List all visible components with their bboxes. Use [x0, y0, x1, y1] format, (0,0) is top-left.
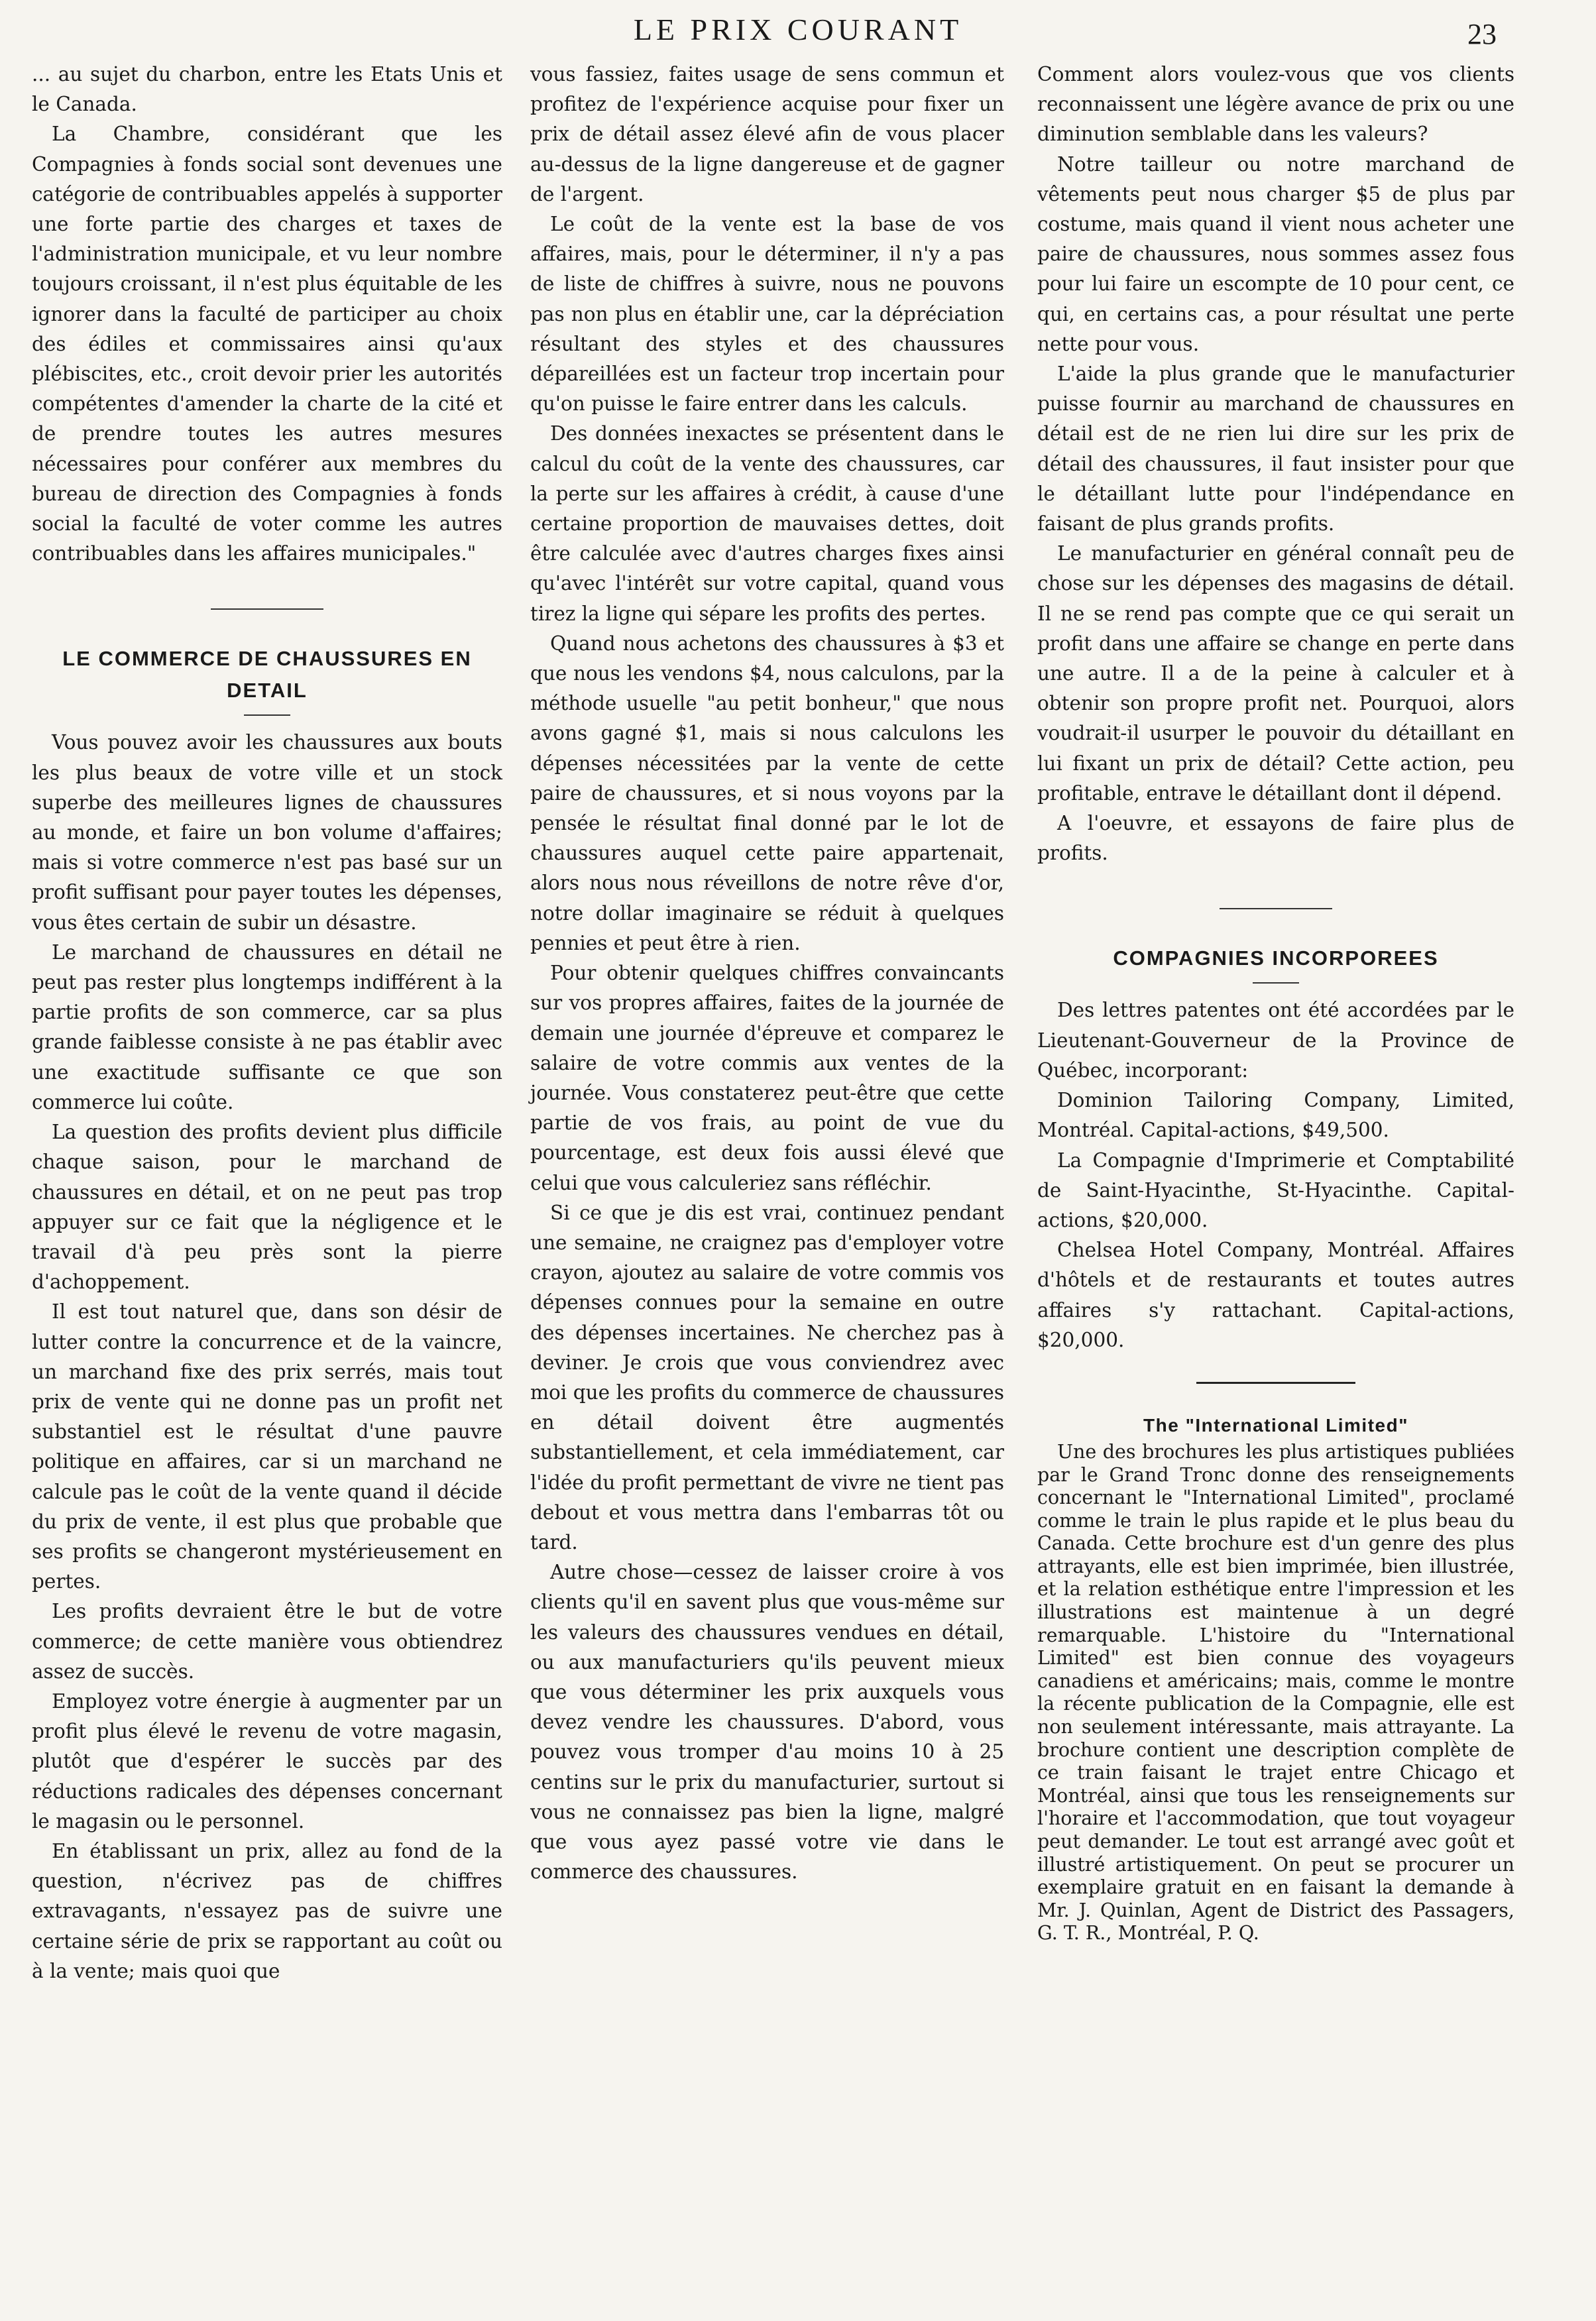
paragraph: Si ce que je dis est vrai, continuez pendant une semaine, ne craignez pas d'employer votre crayon, ajoutez au salaire de votre commis vos dépenses connues pour la semaine en outre des dépenses incertaines. Ne cherchez pas à deviner. Je crois que vous conviendrez avec moi que les profits du commerce de chaussures en détail doivent être augmentés substantiellement, et cela immédiatement, car l'idée du profit permettant de vivre ne tient pas debout et vous mettra dans l'embarras tôt ou tard. — [530, 1201, 1004, 1554]
paragraph: La Compagnie d'Imprimerie et Comptabilité de Saint-Hyacinthe, St-Hyacinthe. Capital-actions, $20,000. — [1037, 1149, 1514, 1231]
column-3 — [1037, 60, 1514, 1945]
column-2 — [530, 60, 1004, 1887]
paragraph: L'aide la plus grande que le manufacturier puisse fournir au marchand de chaussures en détail est de ne rien lui dire sur les prix de détail des chaussures, il faut insister pour que le détaillant lutte pour l'indépendance en faisant de plus grands profits. — [1037, 363, 1514, 536]
section-divider — [1196, 1382, 1355, 1384]
paragraph: Les profits devraient être le but de votre commerce; de cette manière vous obtiendrez assez de succès. — [32, 1600, 502, 1683]
paragraph: Autre chose—cessez de laisser croire à vos clients qu'il en savent plus que vous-même sur les valeurs des chaussures vendues en détail, ou aux manufacturiers qu'ils peuvent mieux que vous déterminer les prix auxquels vous devez vendre les chaussures. D'abord, vous pouvez vous tromper d'au moins 10 à 25 centins sur le prix du manufacturier, surtout si vous ne connaissez pas bien la ligne, malgré que vous ayez passé votre vie dans le commerce des chaussures. — [530, 1561, 1004, 1884]
paragraph: Chelsea Hotel Company, Montréal. Affaires d'hôtels et de restaurants et toutes autres affaires s'y rattachant. Capital-actions, $20,000. — [1037, 1239, 1514, 1351]
heading-rule — [1253, 982, 1299, 984]
page-number: 23 — [1467, 18, 1497, 50]
column-1 — [32, 60, 502, 1986]
paragraph: Pour obtenir quelques chiffres convaincants sur vos propres affaires, faites de la journée de demain une journée d'épreuve et comparez le salaire de votre commis aux ventes de la journée. Vous constaterez peut-être que cette partie de vos frais, au point de vue du pourcentage, est deux fois aussi élevé que celui que vous calculeriez sans réfléchir. — [530, 962, 1004, 1194]
paragraph: Quand nous achetons des chaussures à $3 et que nous les vendons $4, nous calculons, par la méthode usuelle "au petit bonheur," que nous avons gagné $1, mais si nous calculons les dépenses nécessitées par la vente de cette paire de chaussures, et si nous voyons par la pensée le résultat final donné par le lot de chaussures auquel cette paire appartenait, alors nous nous réveillons de notre rêve d'or, notre dollar imaginaire se réduit à quelques pennies et peut être à rien. — [530, 632, 1004, 954]
page-header — [0, 12, 1596, 52]
companies-heading: COMPAGNIES INCORPOREES — [1113, 946, 1439, 970]
paragraph: Notre tailleur ou notre marchand de vêtements peut nous charger $5 de plus par costume, mais quand il vient nous acheter une paire de chaussures, nous sommes assez fous pour lui faire un escompte de 10 pour cent, ce qui, en certains cas, a pour résultat une perte nette pour vous. — [1037, 152, 1514, 355]
paragraph: Le coût de la vente est la base de vos affaires, mais, pour le déterminer, il n'y a pas de liste de chiffres à suivre, nous ne pouvons pas non plus en établir une, car la dépréciation résultant des styles et des chaussures dépareillées est un facteur trop incertain pour qu'on puisse le faire entrer dans les calculs. — [530, 213, 1004, 416]
paragraph: Il est tout naturel que, dans son désir de lutter contre la concurrence et de la vaincre, un marchand fixe des prix serrés, mais tout prix de vente qui ne donne pas un profit net substantiel est le résultat d'une pauvre politique en affaires, car si un marchand ne calcule pas le coût de la vente quand il décide du prix de vente, il est plus que probable que ses profits se changeront mystérieusement en pertes. — [32, 1300, 502, 1593]
paragraph: vous fassiez, faites usage de sens commun et profitez de l'expérience acquise pour fixer un prix de détail assez élevé afin de vous placer au-dessus de la ligne dangereuse et de gagner de l'argent. — [530, 63, 1004, 205]
paragraph: Dominion Tailoring Company, Limited, Montréal. Capital-actions, $49,500. — [1037, 1089, 1514, 1142]
section-divider — [1220, 908, 1332, 909]
paragraph: Employez votre énergie à augmenter par un profit plus élevé le revenu de votre magasin, plutôt que d'espérer le succès par des réductions radicales des dépenses concernant le magasin ou le personnel. — [32, 1689, 502, 1833]
intl-limited-heading: The "International Limited" — [1143, 1414, 1408, 1436]
paragraph: Le marchand de chaussures en détail ne peut pas rester plus longtemps indifférent à la partie profits de son commerce, car sa plus grande faiblesse consiste à ne pas établir avec une exactitude suffisante ce que son commerce lui coûte. — [32, 940, 502, 1113]
paragraph: A l'oeuvre, et essayons de faire plus de profits. — [1037, 812, 1514, 865]
paragraph: Des données inexactes se présentent dans le calcul du coût de la vente des chaussures, car la perte sur les affaires à crédit, à cause d'une certaine proportion de mauvaises dettes, doit être calculée avec d'autres charges fixes ainsi qu'avec l'intérêt sur votre capital, quand vous tirez la ligne qui sépare les profits des pertes. — [530, 422, 1004, 625]
publication-title: LE PRIX COURANT — [633, 13, 963, 46]
section-divider — [211, 608, 323, 610]
paragraph: Des lettres patentes ont été accordées par le Lieutenant-Gouverneur de la Province de Québec, incorporant: — [1037, 999, 1514, 1082]
paragraph: Comment alors voulez-vous que vos clients reconnaissent une légère avance de prix ou une diminution semblable dans les valeurs? — [1037, 63, 1514, 146]
paragraph: Une des brochures les plus artistiques publiées par le Grand Tronc donne des renseignements concernant le "International Limited", proclamé comme le train le plus rapide et le plus beau du Canada. Cette brochure est d'un genre des plus attrayants, elle est bien imprimée, bien illustrée, et la relation esthétique entre l'impression et les illustrations est maintenue à un degré remarquable. L'histoire du "International Limited" est bien connue des voyageurs canadiens et américains; mais, comme le montre la récente publication de la Compagnie, elle est non seulement intéressante, mais attrayante. La brochure contient une description complète de ce train faisant le trajet entre Chicago et Montréal, ainsi que tous les renseignements sur l'horaire et l'accommodation, que tout voyageur peut demander. Le tout est arrangé avec goût et illustré artistiquement. On peut se procurer un exemplaire gratuit en en faisant la demande à Mr. J. Quinlan, Agent de District des Passagers, G. T. R., Montréal, P. Q. — [1037, 1440, 1514, 1945]
paragraph: En établissant un prix, allez au fond de la question, n'écrivez pas de chiffres extravagants, n'essayez pas de suivre une certaine série de prix se rapportant au coût ou à la vente; mais quoi que — [32, 1839, 502, 1982]
paragraph: La question des profits devient plus difficile chaque saison, pour le marchand de chaussures en détail, et on ne peut pas trop appuyer sur ce fait que la négligence et le travail d'à peu près sont la pierre d'achoppement. — [32, 1121, 502, 1294]
heading-rule — [244, 714, 290, 716]
paragraph: Le manufacturier en général connaît peu de chose sur les dépenses des magasins de détail. Il ne se rend pas compte que ce qui serait un profit dans une affaire se change en perte dans une autre. Il a de la peine à calculer et à obtenir son propre profit net. Pourquoi, alors voudrait-il usurper le pouvoir du détaillant en lui fixant un prix de détail? Cette action, peu profitable, entrave le détaillant dont il dépend. — [1037, 542, 1514, 805]
paragraph: ... au sujet du charbon, entre les Etats Unis et le Canada. — [32, 63, 502, 116]
paragraph: Vous pouvez avoir les chaussures aux bouts les plus beaux de votre ville et un stock superbe des meilleures lignes de chaussures au monde, et faire un bon volume d'affaires; mais si votre commerce n'est pas basé sur un profit suffisant pour payer toutes les dépenses, vous êtes certain de subir un désastre. — [32, 731, 502, 934]
article-heading: LE COMMERCE DE CHAUSSURES EN DETAIL — [62, 647, 472, 703]
paragraph: La Chambre, considérant que les Compagnies à fonds social sont devenues une catégorie de contribuables appelés à supporter une forte partie des charges et taxes de l'administration municipale, et vu leur nombre toujours croissant, il n'est plus équitable de les ignorer dans la faculté de participer au choix des édiles et commissaires ainsi qu'aux plébiscites, etc., croit devoir prier les autorités compétentes d'amender la charte de la cité et de prendre toutes les autres mesures nécessaires pour conférer aux membres du bureau de direction des Compagnies à fonds social la faculté de voter comme les autres contribuables dans les affaires municipales." — [32, 123, 502, 565]
